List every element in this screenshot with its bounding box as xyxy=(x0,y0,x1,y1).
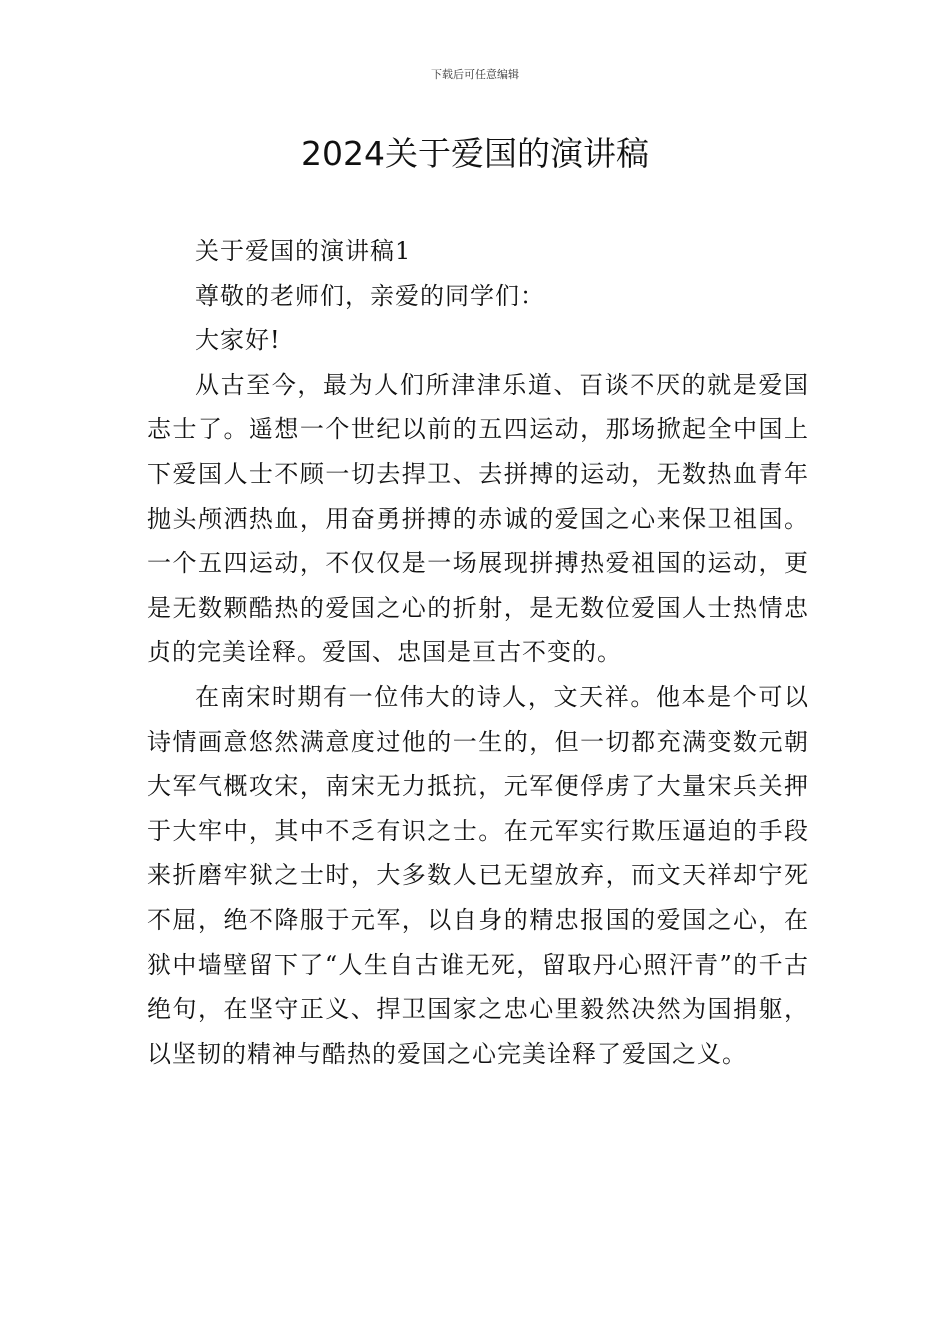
paragraph-salutation: 尊敬的老师们，亲爱的同学们： xyxy=(195,281,545,310)
document-title: 2024关于爱国的演讲稿 xyxy=(301,134,649,173)
paragraph-greeting: 大家好! xyxy=(195,326,281,355)
paragraph-section-heading: 关于爱国的演讲稿1 xyxy=(195,237,412,265)
document-body xyxy=(147,229,809,1076)
paragraph-body: 在南宋时期有一位伟大的诗人，文天祥。他本是个可以诗情画意悠然满意度过他的一生的，但一切都充满变数元朝大军气概攻宋，南宋无力抵抗，元军便俘虏了大量宋兵关押于大牢中，其中不乏有识之士。在元军实行欺压逼迫的手段来折磨牢狱之士时，大多数人已无望放弃，而文天祥却宁死不屈，绝不降服于元军，以自身的精忠报国的爱国之心，在狱中墙壁留下了“人生自古谁无死，留取丹心照汗青”的千古绝句，在坚守正义、捍卫国家之忠心里毅然决然为国捐躯，以坚韧的精神与酷热的爱国之心完美诠释了爱国之义。 xyxy=(147,682,809,1068)
paragraph-body: 从古至今，最为人们所津津乐道、百谈不厌的就是爱国志士了。遥想一个世纪以前的五四运动，那场掀起全中国上下爱国人士不顾一切去捍卫、去拼搏的运动，无数热血青年抛头颅洒热血，用奋勇拼搏的赤诚的爱国之心来保卫祖国。一个五四运动，不仅仅是一场展现拼搏热爱祖国的运动，更是无数颗酷热的爱国之心的折射，是无数位爱国人士热情忠贞的完美诠释。爱国、忠国是亘古不变的。 xyxy=(147,370,809,667)
header-note: 下载后可任意编辑 xyxy=(431,68,519,81)
